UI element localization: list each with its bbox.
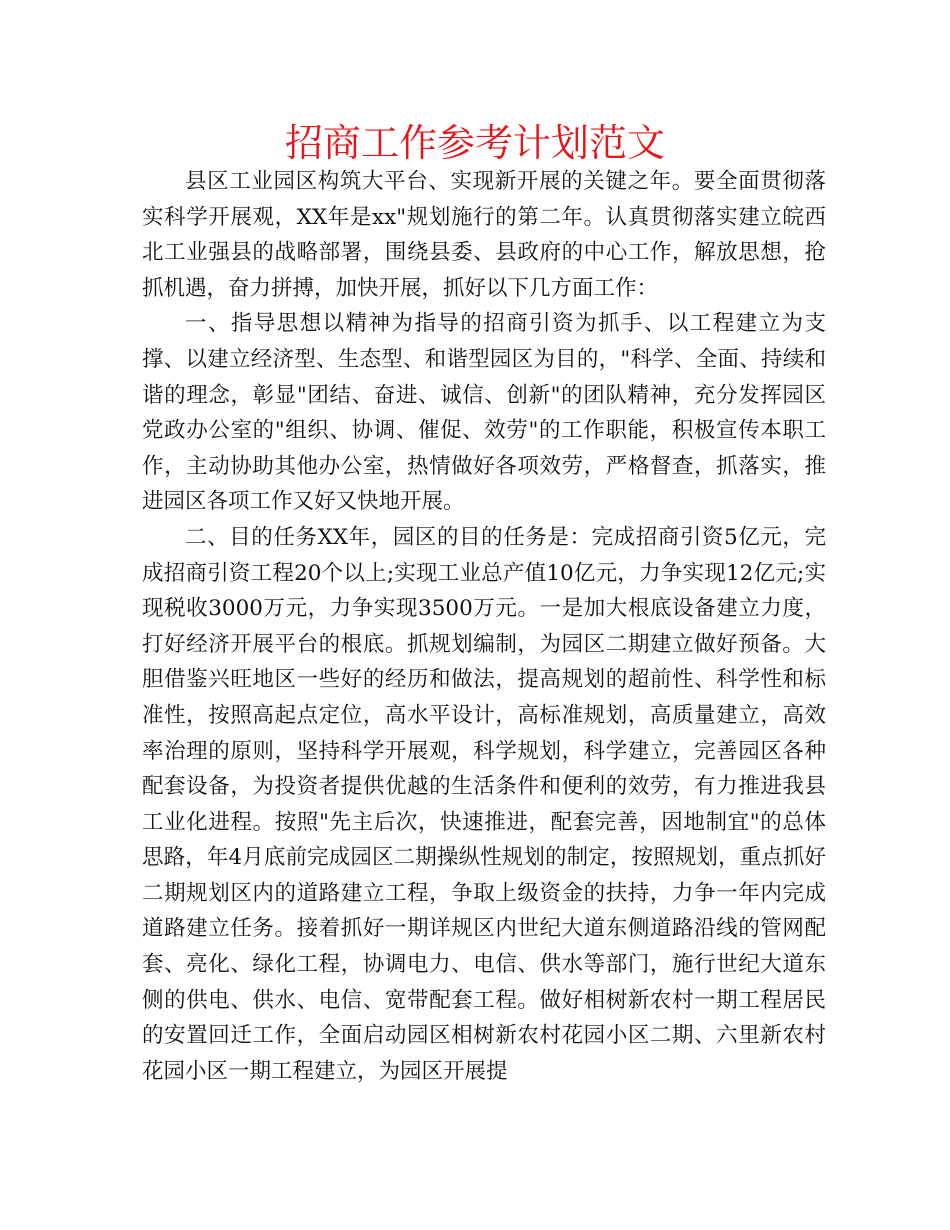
paragraph-guiding-thought: 一、指导思想以精神为指导的招商引资为抓手、以工程建立为支撑、以建立经济型、生态型、和谐型园区为目的，"科学、全面、持续和谐的理念，彰显"团结、奋进、诚信、创新"的团队精神，充分发挥园区党政办公室的"组织、协调、催促、效劳"的工作职能，积极宣传本职工作，主动协助其他办公室，热情做好各项效劳，严格督查，抓落实，推进园区各项工作又好又快地开展。	[142, 311, 826, 515]
paragraph-goals-tasks: 二、目的任务XX年，园区的目的任务是：完成招商引资5亿元，完成招商引资工程20个以上;实现工业总产值10亿元，力争实现12亿元;实现税收3000万元，力争实现3500万元。一是加大根底设备建立力度，打好经济开展平台的根底。抓规划编制，为园区二期建立做好预备。大胆借鉴兴旺地区一些好的经历和做法，提高规划的超前性、科学性和标准性，按照高起点定位，高水平设计，高标准规划，高质量建立，高效率治理的原则，坚持科学开展观，科学规划，科学建立，完善园区各种配套设备，为投资者提供优越的生活条件和便利的效劳，有力推进我县工业化进程。按照"先主后次，快速推进，配套完善，因地制宜"的总体思路，年4月底前完成园区二期操纵性规划的制定，按照规划，重点抓好二期规划区内的道路建立工程，争取上级资金的扶持，力争一年内完成道路建立任务。接着抓好一期详规区内世纪大道东侧道路沿线的管网配套、亮化、绿化工程，协调电力、电信、供水等部门，施行世纪大道东侧的供电、供水、电信、宽带配套工程。做好相树新农村一期工程居民的安置回迁工作，全面启动园区相树新农村花园小区二期、六里新农村花园小区一期工程建立，为园区开展提	[142, 524, 826, 1084]
paragraph-intro: 县区工业园区构筑大平台、实现新开展的关键之年。要全面贯彻落实科学开展观，XX年是xx"规划施行的第二年。认真贯彻落实建立皖西北工业强县的战略部署，围绕县委、县政府的中心工作，解放思想，抢抓机遇，奋力拼搏，加快开展，抓好以下几方面工作：	[142, 169, 826, 301]
document-title: 招商工作参考计划范文	[284, 121, 665, 165]
document-body	[142, 164, 826, 1089]
